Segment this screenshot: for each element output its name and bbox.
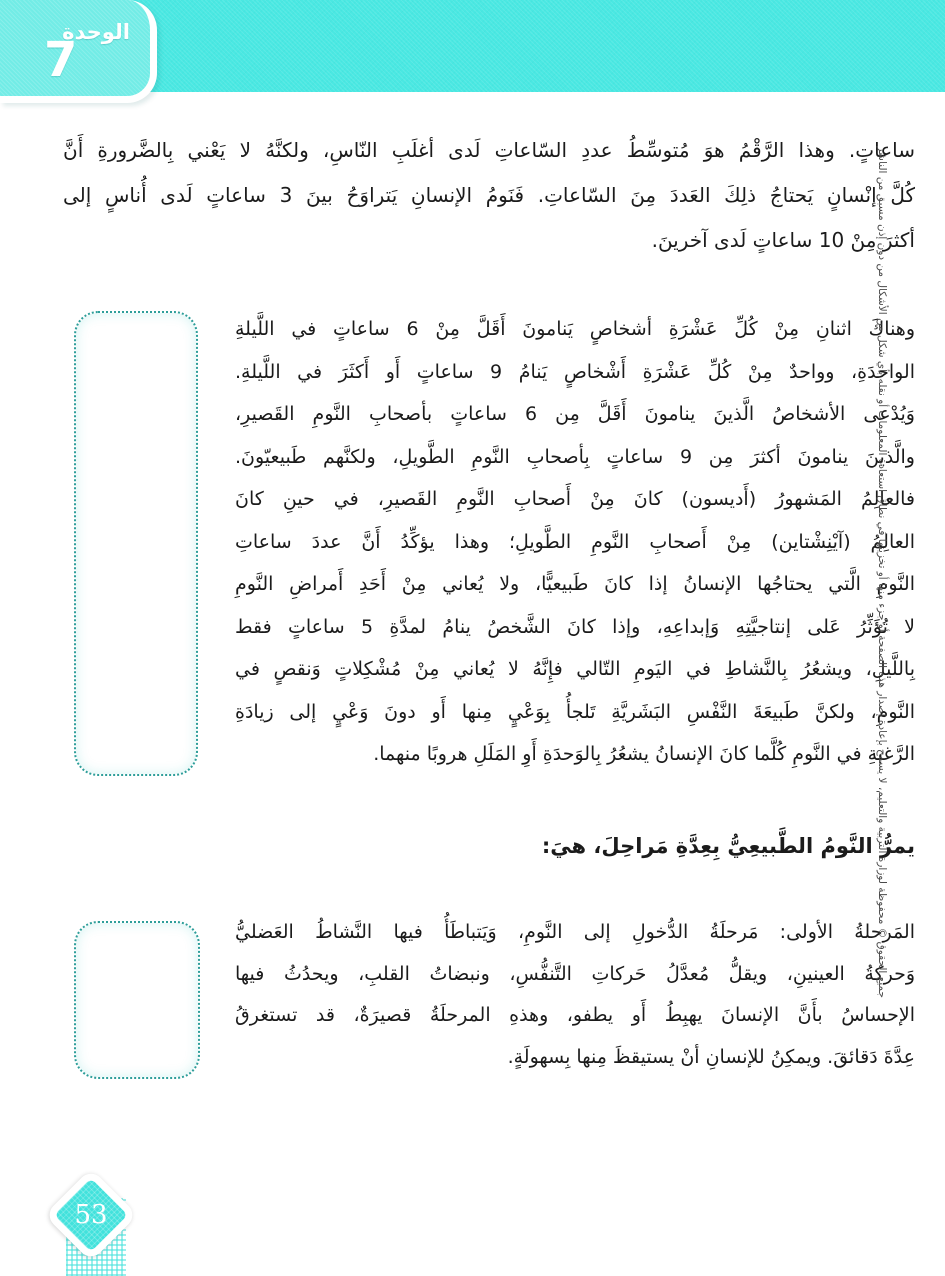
unit-badge [0, 0, 157, 103]
paragraph-line: وهناكَ اثنانِ مِنْ كُلِّ عَشْرَةِ أشخاصٍ يَنامونَ أَقَلَّ مِنْ 6 ساعاتٍ في اللَّيلةِ [235, 318, 915, 340]
paragraph-line: المَرحلةُ الأولى: مَرحلَةُ الدُّخولِ إلى النَّومِ، وَيَتباطَأُ فيها النَّشاطُ العَضليُّ [235, 921, 915, 943]
first-stage-paragraph [235, 912, 915, 1078]
paragraph-line: وَحركةُ العينينِ، ويقلُّ مُعدَّلُ حَركاتِ التَّنفُّسِ، ونبضاتُ القلبِ، ويحدُثُ فيها [235, 962, 915, 985]
paragraph-line: الرَّغبةِ في النَّومِ كُلَّما كانَ الإنسانُ يشعُرُ بِالوَحدَةِ أَوِ المَلَلِ هروبًا منهما. [373, 743, 915, 765]
paragraph-line: لا تُؤَثِّرُ عَلى إنتاجيَّتِهِ وَإبداعِهِ، وإذا كانَ الشَّخصُ ينامُ لمدَّةِ 5 ساعاتٍ فقط [235, 615, 916, 638]
paragraph-line: بِاللَّيلِ، ويشعُرُ بِالنَّشاطِ في اليَومِ التّالي فإِنَّهُ لا يُعاني مِنْ مُشْكِلاتٍ وَنقصٍ في [235, 658, 915, 680]
intro-paragraph [63, 128, 915, 263]
paragraph-line: الواحدَةِ، وواحدٌ مِنْ كُلِّ عَشْرَةِ أَشْخاصٍ يَنامُ 9 ساعاتٍ أَو أَكثَرَ في اللَّيلةِ. [235, 360, 915, 383]
paragraph-line: والَّذينَ ينامونَ أكثرَ مِن 9 ساعاتٍ بِأصحابِ النَّومِ الطَّويلِ، ولكنَّهم طَبيعيّونَ. [235, 445, 915, 468]
paragraph-line: كُلَّ إنْسانٍ يَحتاجُ ذلِكَ العَددَ مِنَ السّاعاتِ. فَنَومُ الإنسانِ يَتراوَحُ بينَ 3 ساعاتٍ لَدى أُناسٍ إلى [63, 183, 915, 207]
unit-number: 7 [44, 32, 78, 88]
paragraph-line: النَّومِ، ولكنَّ طَبيعَةَ النَّفْسِ البَشَريَّةِ تَلجأُ بِوَعْيٍ مِنها أَو دونَ وَعْيٍ إلى زيادَةِ [235, 700, 915, 723]
page-number: 53 [74, 1200, 108, 1230]
copyright-sidebar-text: جميع الحقوق © محفوظة لوزارة التربية والتعليم، لا يسمح بإعادة إصدار هذه الصفحة أو جزء منها أو تخزينها في نطاق استعادة المعلومات أو نقله بأي شكل من الأشكال من دون إذن مسبق من الناشر [876, 146, 888, 998]
paragraph-line: الإحساسُ بأَنَّ الإنسانَ يهبِطُ أَو يطفو، وهذهِ المرحلَةُ قصيرَةٌ، قد تستغرقُ [235, 1004, 915, 1026]
sleep-duration-paragraph [235, 308, 915, 776]
paragraph-line: أكثرَ مِنْ 10 ساعاتٍ لَدى آخرينَ. [651, 228, 915, 252]
margin-note-box-2 [74, 921, 200, 1079]
paragraph-line: فالعالِمُ المَشهورُ (أَديسون) كانَ مِنْ أَصحابِ النَّومِ القَصيرِ، في حينِ كانَ [235, 488, 915, 510]
unit-label: الوحدة [62, 20, 130, 44]
paragraph-line: عِدَّةَ دَقائقَ. ويمكِنُ للإنسانِ أنْ يستيقظَ مِنها بِسهولَةٍ. [507, 1045, 915, 1068]
paragraph-line: وَيُدْعى الأشخاصُ الَّذينَ ينامونَ أَقَلَّ مِن 6 ساعاتٍ بأصحابِ النَّومِ القَصيرِ، [235, 403, 915, 425]
paragraph-line: النَّومِ الَّتي يحتاجُها الإنسانُ إذا كانَ طَبيعيًّا، ولا يُعاني مِنْ أَحَدِ أَمراضِ النَّومِ [235, 573, 915, 595]
sleep-stages-heading: يمرُّ النَّومُ الطَّبيعِيُّ بِعِدَّةِ مَراحِلَ، هيَ: [541, 834, 915, 858]
paragraph-line: ساعاتٍ. وهذا الرَّقْمُ هوَ مُتوسِّطُ عددِ السّاعاتِ لَدى أغلَبِ النّاسِ، ولكنَّهُ لا يَعْني بِالضَّرورةِ أَنَّ [63, 138, 915, 162]
margin-note-box-1 [74, 311, 198, 776]
paragraph-line: العالِمُ (آيْنِشْتاين) مِنْ أَصحابِ النَّومِ الطَّويلِ؛ وهذا يؤكِّدُ أَنَّ عددَ ساعاتِ [235, 530, 915, 553]
